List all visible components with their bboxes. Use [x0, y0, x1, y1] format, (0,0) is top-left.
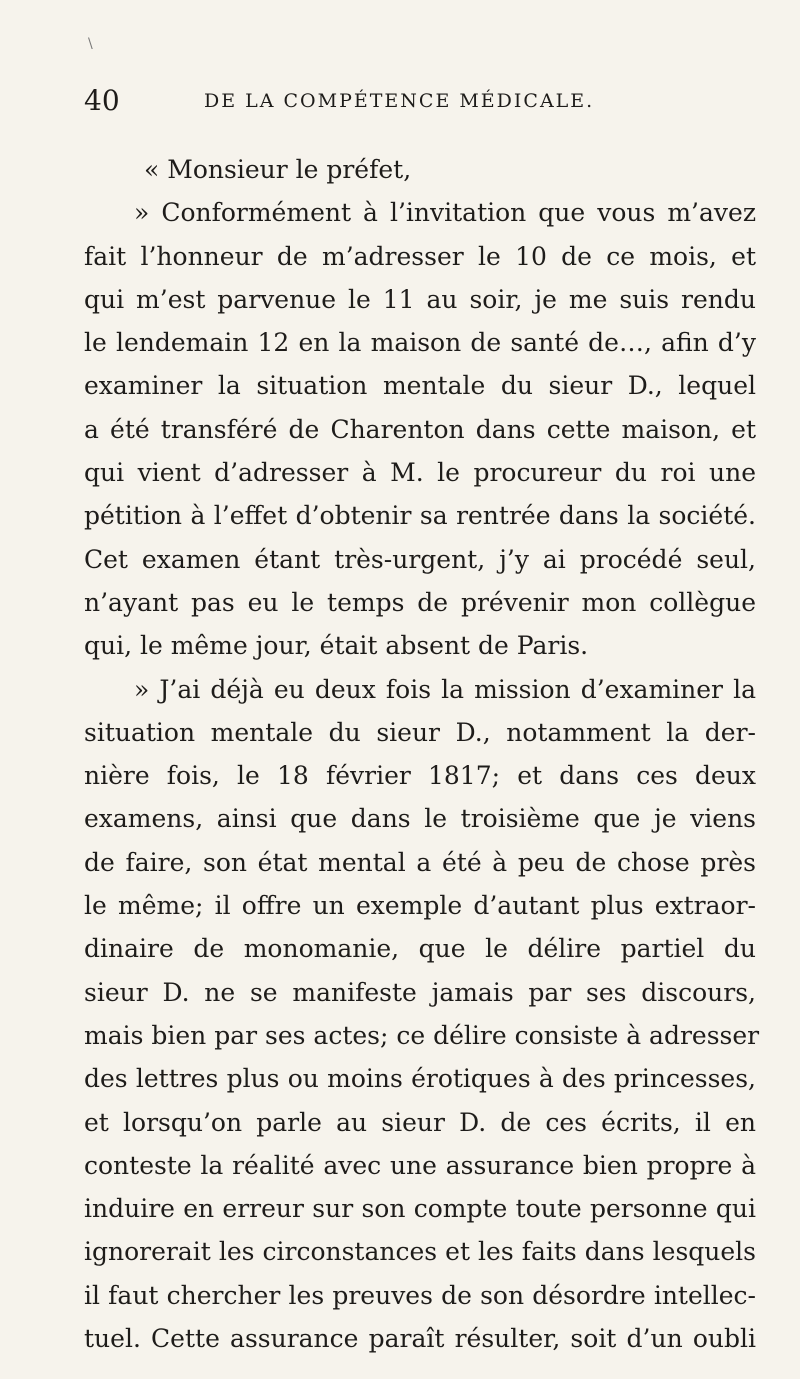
body-text [84, 148, 760, 1360]
text-line: nière fois, le 18 février 1817; et dans ces deux [84, 761, 756, 791]
text-line: sieur D. ne se manifeste jamais par ses discours, [84, 977, 756, 1007]
text-line: des lettres plus ou moins érotiques à des princesses, [84, 1064, 756, 1094]
text-line: le lendemain 12 en la maison de santé de…, afin d’y [84, 328, 756, 358]
text-line: conteste la réalité avec une assurance bien propre à [84, 1150, 756, 1180]
page-header [84, 84, 740, 120]
text-line: situation mentale du sieur D., notamment la der- [84, 717, 756, 747]
text-line: examens, ainsi que dans le troisième que je viens [84, 804, 756, 834]
text-line: a été transféré de Charenton dans cette maison, et [84, 414, 756, 444]
text-line: examiner la situation mentale du sieur D., lequel [84, 371, 756, 401]
text-line: qui m’est parvenue le 11 au soir, je me suis rendu [84, 284, 756, 314]
text-line: induire en erreur sur son compte toute personne qui [84, 1194, 756, 1224]
text-line: » J’ai déjà eu deux fois la mission d’examiner la [134, 674, 756, 704]
text-line: il faut chercher les preuves de son désordre intellec- [84, 1280, 756, 1310]
text-line: et lorsqu’on parle au sieur D. de ces écrits, il en [84, 1107, 756, 1137]
text-line: pétition à l’effet d’obtenir sa rentrée dans la société. [84, 501, 756, 531]
text-line: « Monsieur le préfet, [144, 155, 412, 184]
text-line: » Conformément à l’invitation que vous m’avez [134, 198, 756, 228]
margin-mark: \ [88, 36, 93, 52]
text-line: qui vient d’adresser à M. le procureur du roi une [84, 458, 756, 488]
text-line: de faire, son état mental a été à peu de chose près [84, 847, 756, 877]
text-line: le même; il offre un exemple d’autant plus extraor- [84, 891, 756, 921]
text-line: Cet examen étant très-urgent, j’y ai procédé seul, [84, 544, 756, 574]
text-line: ignorerait les circonstances et les faits dans lesquels [84, 1237, 756, 1267]
text-line: dinaire de monomanie, que le délire partiel du [84, 934, 756, 964]
text-line: fait l’honneur de m’adresser le 10 de ce mois, et [84, 241, 756, 271]
text-line: mais bien par ses actes; ce délire consiste à adresser [84, 1020, 760, 1050]
running-title: DE LA COMPÉTENCE MÉDICALE. [204, 90, 595, 112]
page-number: 40 [84, 84, 120, 117]
text-line: qui, le même jour, était absent de Paris. [84, 631, 589, 661]
text-line: n’ayant pas eu le temps de prévenir mon collègue [84, 587, 756, 617]
text-line: tuel. Cette assurance paraît résulter, soit d’un oubli [84, 1324, 756, 1354]
